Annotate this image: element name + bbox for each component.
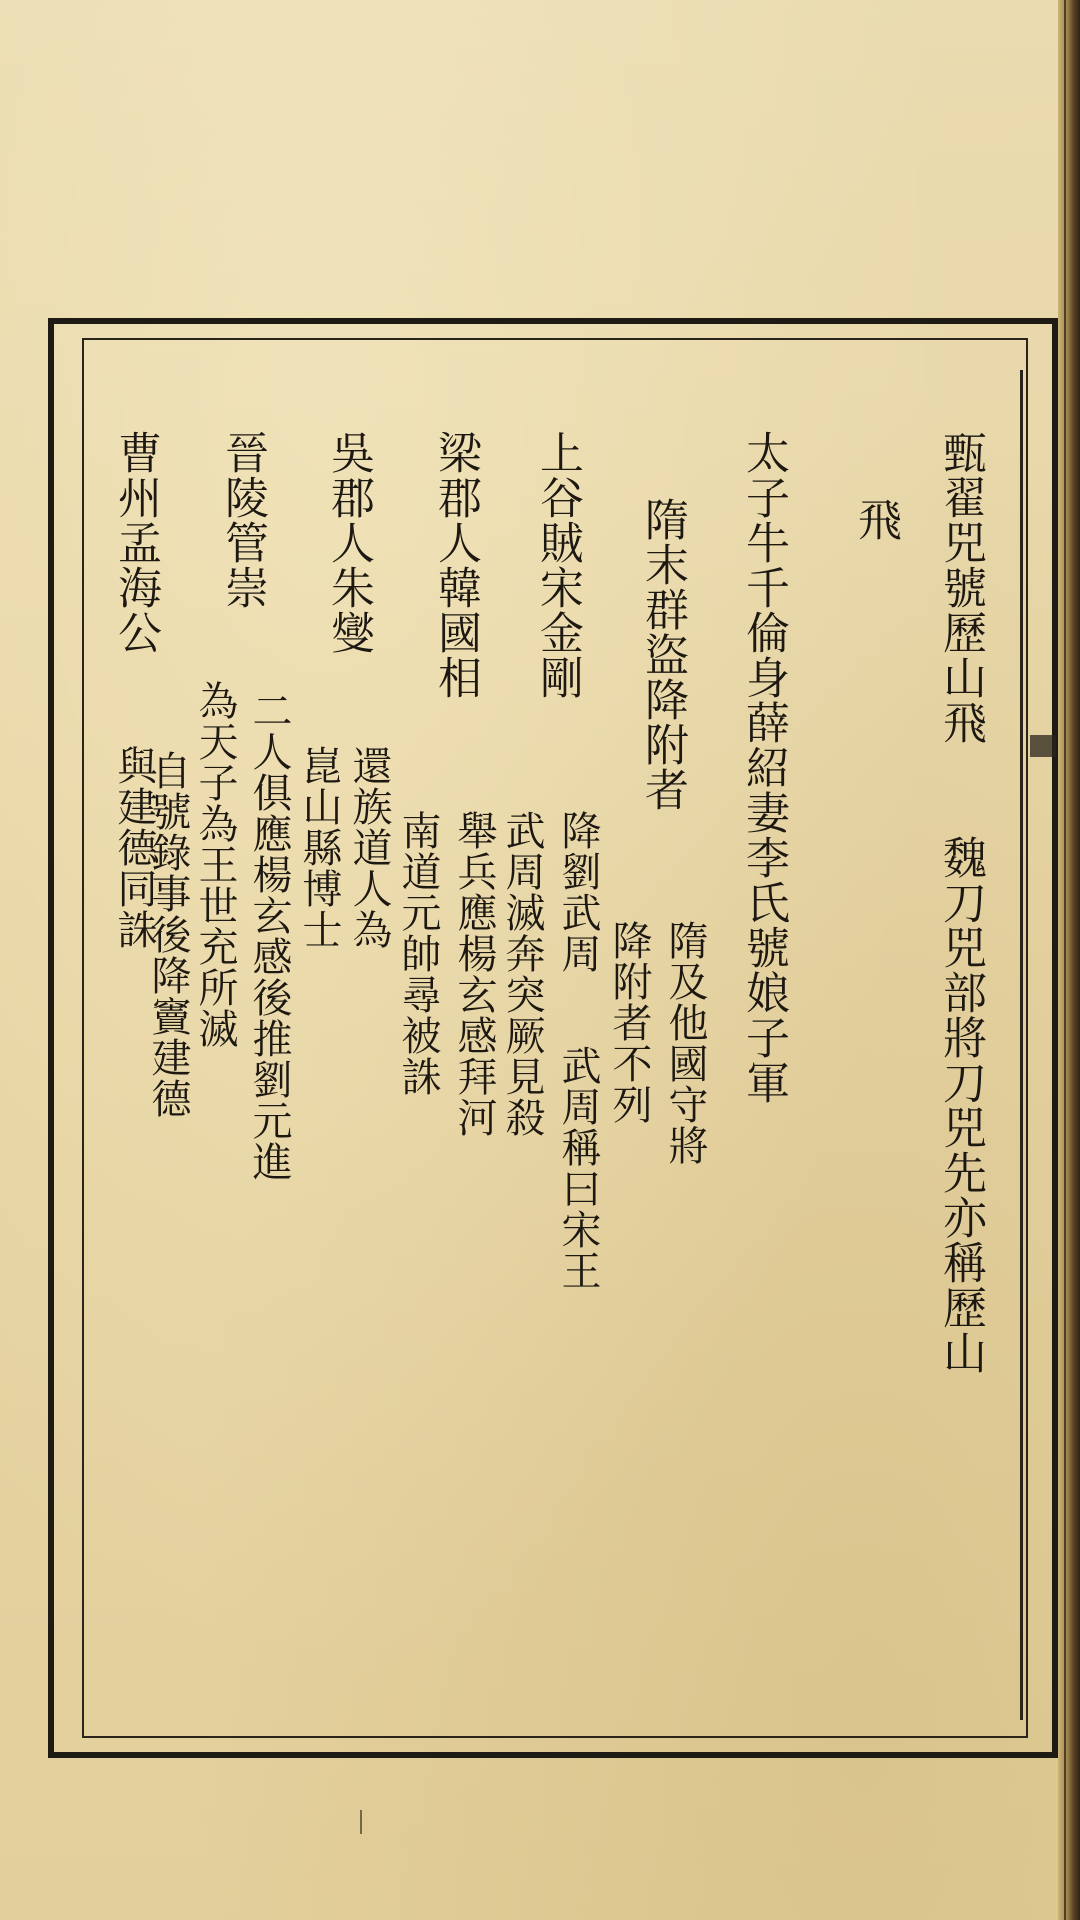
text-column-3: 太子牛千倫身薛紹妻李氏號娘子軍 [738,430,789,1105]
text-column-9-note-a: 與建德同誅 [111,745,157,950]
text-column-6-note-a: 舉兵應楊玄感拜河 [451,810,497,1138]
text-column-9-main: 曹州孟海公 [110,430,161,655]
text-column-6-main: 梁郡人韓國相 [430,430,481,700]
text-column-4-note-b: 降附者不列 [606,920,652,1125]
text-column-4-main: 隋末群盜降附者 [637,497,688,812]
text-column-7-main: 吳郡人朱燮 [323,430,374,655]
text-column-5-main: 上谷賊宋金剛 [532,430,583,700]
text-column-9-note-b: 自號錄事後降竇建德 [145,750,191,1119]
text-column-7-note-a: 還族道人為 [346,745,392,950]
ink-mark [1030,735,1056,757]
ink-tick [360,1810,362,1834]
binding-line [1064,0,1066,1920]
text-column-5-note-b: 武周稱曰宋王 [555,1045,601,1291]
book-binding-edge [1058,0,1080,1920]
text-column-8-main: 晉陵管崇 [217,430,268,610]
text-column-8-note-b: 為天子為王世充所滅 [192,680,238,1049]
text-column-2: 飛 [850,497,901,542]
text-column-5-note-c: 武周滅奔突厥見殺 [499,810,545,1138]
text-column-5-note-a: 降劉武周 [555,810,601,974]
text-column-7-note-b: 崑山縣博士 [296,745,342,950]
text-column-1: 甄翟兕號歷山飛 魏刀兕部將刀兕先亦稱歷山 [935,430,986,1375]
printed-frame-rule [1020,370,1023,1720]
text-column-8-note-a: 二人俱應楊玄感後推劉元進 [246,690,292,1182]
text-column-4-note-a: 隋及他國守將 [662,920,708,1166]
text-column-6-note-b: 南道元帥尋被誅 [395,810,441,1097]
